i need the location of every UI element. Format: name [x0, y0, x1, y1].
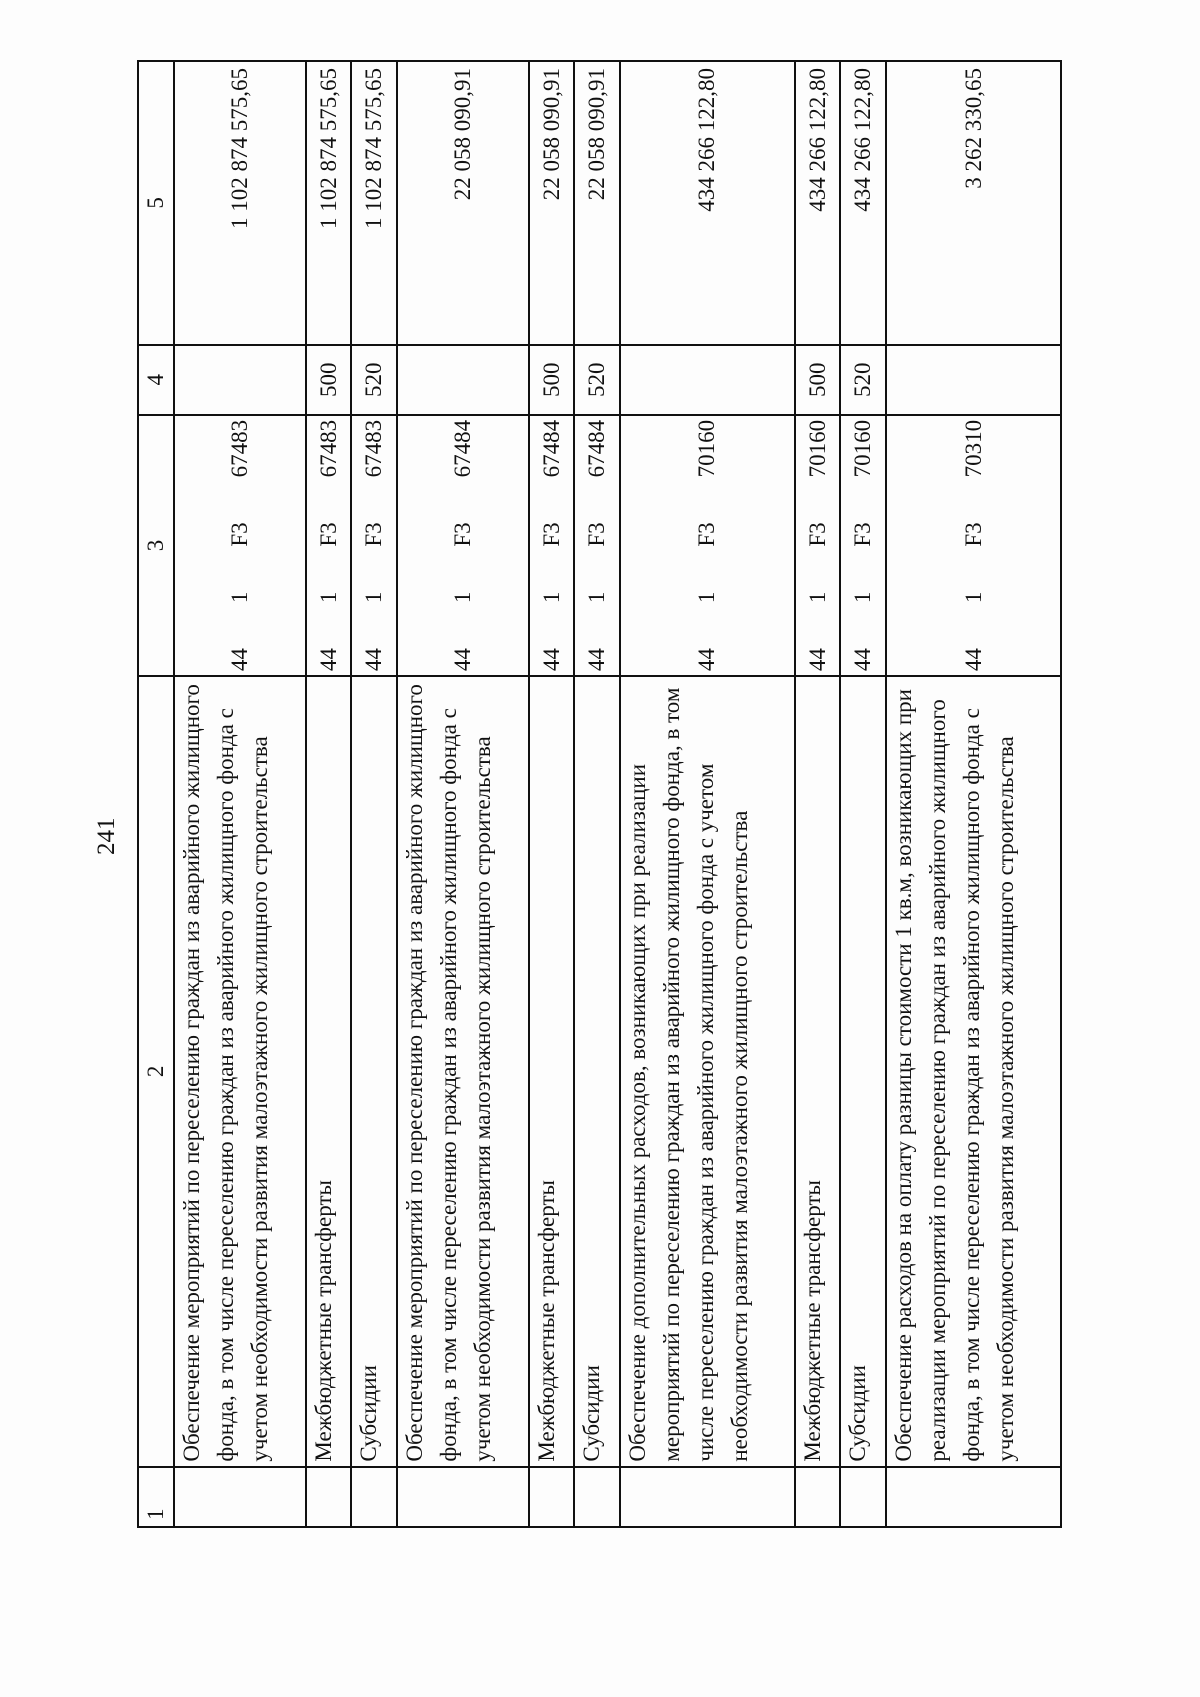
table-row: [351, 61, 397, 1527]
row-vr: [174, 345, 306, 415]
row-number-cell: [306, 1467, 352, 1527]
row-number-cell: [574, 1467, 620, 1527]
row-name: Межбюджетные трансферты: [529, 676, 575, 1467]
row-amount: 3 262 330,65: [886, 61, 1061, 345]
row-vr: 500: [529, 345, 575, 415]
budget-table: [137, 60, 1062, 1528]
row-name: Субсидии: [574, 676, 620, 1467]
header-row: [138, 61, 174, 1527]
table-row: [620, 61, 795, 1527]
row-amount: 1 102 874 575,65: [174, 61, 306, 345]
table-row: [174, 61, 306, 1527]
header-col-2: 2: [138, 676, 174, 1467]
row-amount: 22 058 090,91: [529, 61, 575, 345]
row-vr: [397, 345, 529, 415]
row-number-cell: [174, 1467, 306, 1527]
row-vr: [886, 345, 1061, 415]
row-vr: 500: [306, 345, 352, 415]
row-name: Обеспечение мероприятий по переселению граждан из аварийного жилищного фонда, в том числе переселению граждан из аварийного жилищного фонда с учетом необходимости развития малоэтажного жилищного строительства: [397, 676, 529, 1467]
row-code: 44 1 F3 70160: [620, 415, 795, 676]
table-row: [529, 61, 575, 1527]
row-amount: 434 266 122,80: [795, 61, 841, 345]
row-number-cell: [620, 1467, 795, 1527]
row-amount: 22 058 090,91: [574, 61, 620, 345]
table-row: [840, 61, 886, 1527]
row-amount: 434 266 122,80: [620, 61, 795, 345]
row-name: Обеспечение мероприятий по переселению граждан из аварийного жилищного фонда, в том числе переселению граждан из аварийного жилищного фонда с учетом необходимости развития малоэтажного жилищного строительства: [174, 676, 306, 1467]
header-col-4: 4: [138, 345, 174, 415]
row-name: Субсидии: [351, 676, 397, 1467]
row-code: 44 1 F3 67483: [351, 415, 397, 676]
row-vr: 520: [574, 345, 620, 415]
row-code: 44 1 F3 70160: [795, 415, 841, 676]
header-col-5: 5: [138, 61, 174, 345]
row-vr: 500: [795, 345, 841, 415]
row-number-cell: [529, 1467, 575, 1527]
row-code: 44 1 F3 70160: [840, 415, 886, 676]
row-code: 44 1 F3 67484: [397, 415, 529, 676]
row-number-cell: [886, 1467, 1061, 1527]
page-number: 241: [93, 817, 120, 855]
row-vr: 520: [351, 345, 397, 415]
header-col-1: 1: [138, 1467, 174, 1527]
budget-table-rotated: [137, 60, 1062, 1528]
row-name: Обеспечение расходов на оплату разницы стоимости 1 кв.м, возникающих при реализации мероприятий по переселению граждан из аварийного жилищного фонда, в том числе переселению граждан из аварийного жилищного фонда с учетом необходимости развития малоэтажного жилищного строительства: [886, 676, 1061, 1467]
row-code: 44 1 F3 67483: [306, 415, 352, 676]
row-amount: 22 058 090,91: [397, 61, 529, 345]
table-row: [886, 61, 1061, 1527]
row-amount: 1 102 874 575,65: [351, 61, 397, 345]
table-row: [795, 61, 841, 1527]
row-number-cell: [397, 1467, 529, 1527]
table-row: [397, 61, 529, 1527]
row-code: 44 1 F3 67483: [174, 415, 306, 676]
row-name: Межбюджетные трансферты: [795, 676, 841, 1467]
table-row: [306, 61, 352, 1527]
row-vr: 520: [840, 345, 886, 415]
header-col-3: 3: [138, 415, 174, 676]
row-name: Обеспечение дополнительных расходов, возникающих при реализации мероприятий по переселению граждан из аварийного жилищного фонда, в том числе переселению граждан из аварийного жилищного фонда с учетом необходимости развития малоэтажного жилищного строительства: [620, 676, 795, 1467]
table-row: [574, 61, 620, 1527]
row-code: 44 1 F3 70310: [886, 415, 1061, 676]
row-amount: 1 102 874 575,65: [306, 61, 352, 345]
row-vr: [620, 345, 795, 415]
row-number-cell: [795, 1467, 841, 1527]
row-code: 44 1 F3 67484: [574, 415, 620, 676]
row-number-cell: [351, 1467, 397, 1527]
row-number-cell: [840, 1467, 886, 1527]
row-amount: 434 266 122,80: [840, 61, 886, 345]
row-code: 44 1 F3 67484: [529, 415, 575, 676]
row-name: Субсидии: [840, 676, 886, 1467]
row-name: Межбюджетные трансферты: [306, 676, 352, 1467]
